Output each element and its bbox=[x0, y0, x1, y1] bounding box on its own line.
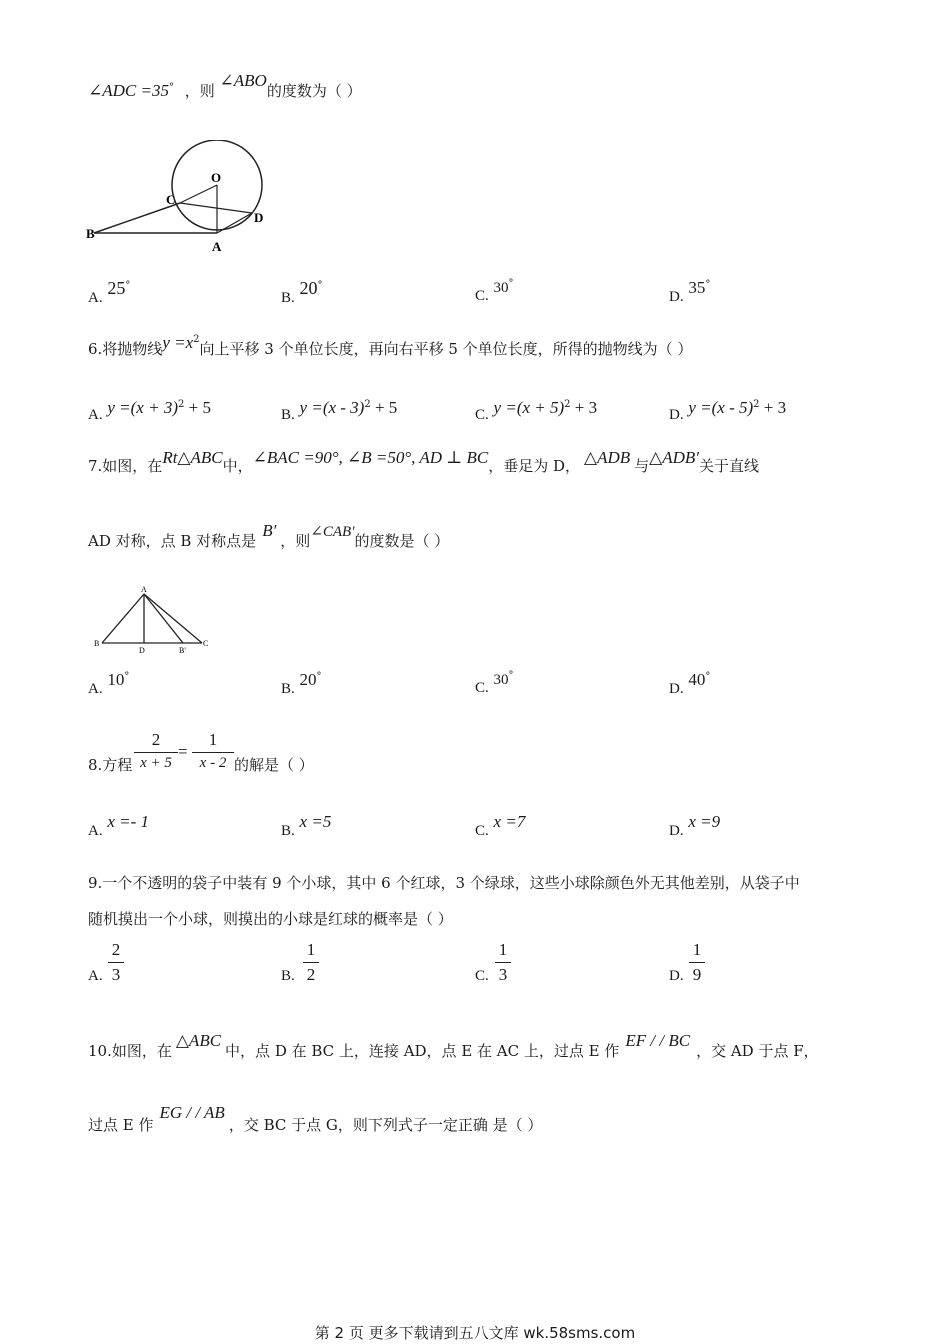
q7-option-b[interactable]: B. 20° bbox=[281, 670, 322, 697]
q8-option-b[interactable]: B. x =5 bbox=[281, 812, 332, 839]
q8-option-a[interactable]: A. x =- 1 bbox=[88, 812, 150, 839]
q10-stem-line2: 过点 E 作EG / / AB，交 BC 于点 G，则下列式子一定正确 是（ ） bbox=[88, 1103, 543, 1134]
q6-option-b[interactable]: B. y =(x - 3)$^2$ + 5 bbox=[281, 398, 398, 423]
q8-fraction-right: 1 x - 2 bbox=[192, 730, 234, 772]
q6-suffix: 向上平移 3 个单位长度，再向右平移 5 个单位长度，所得的抛物线为（ ） bbox=[199, 340, 693, 358]
q5-mid-text: ，则 bbox=[184, 82, 215, 100]
q5-line-ad bbox=[217, 213, 252, 233]
q7-label-d: D bbox=[139, 646, 145, 655]
q5-degree: ° bbox=[168, 82, 174, 93]
q5-label-b: B bbox=[86, 226, 95, 241]
q5-angle-adc: ∠ADC =35 bbox=[88, 81, 169, 100]
q6-option-c[interactable]: C. $y =(x + 5)^2 + 3$ bbox=[475, 398, 598, 423]
q5-stem bbox=[88, 71, 362, 101]
q10-stem-line1: 10.如图，在△ABC中，点 D 在 BC 上，连接 AD，点 E 在 AC 上，过点 E 作EF / / BC，交 AD 于点 F， bbox=[88, 1031, 819, 1060]
q7-stem-line2: AD 对称，点 B 对称点是B′，则∠CAB′的度数是（ ） bbox=[88, 521, 450, 550]
q5-line-cd bbox=[180, 203, 252, 213]
q8-equals: = bbox=[178, 742, 188, 761]
q7-line-ab2 bbox=[144, 594, 183, 643]
q6-prefix: 6.将抛物线 bbox=[88, 340, 163, 358]
q5-label-a: A bbox=[212, 239, 222, 254]
q7-line-ac bbox=[144, 594, 202, 643]
q7-stem-line1: 7.如图，在Rt△ABC中，∠BAC =90°, ∠B =50°, AD ⊥ BC，垂足为 D， △ADB 与△ADB′关于直线 bbox=[88, 448, 760, 475]
q7-label-a: A bbox=[141, 585, 147, 594]
q7-option-c[interactable]: C. 30° bbox=[475, 670, 514, 696]
q5-line-oc bbox=[180, 185, 217, 203]
q7-label-b-prime: B' bbox=[179, 646, 186, 655]
q5-figure bbox=[80, 140, 280, 260]
q9-stem-line1: 9.一个不透明的袋子中装有 9 个小球，其中 6 个红球，3 个绿球，这些小球除颜色外无其他差别，从袋子中 bbox=[88, 874, 800, 892]
q8-prefix: 8.方程 bbox=[88, 756, 133, 774]
q8-option-c[interactable]: C. x =7 bbox=[475, 812, 526, 839]
page-footer: 第 2 页 更多下载请到五八文库 wk.58sms.com bbox=[314, 1324, 636, 1342]
q5-option-b[interactable]: B. 20° bbox=[281, 278, 323, 306]
q8-suffix: 的解是（ ） bbox=[234, 756, 314, 774]
q7-line-ab bbox=[102, 594, 144, 643]
q5-option-c[interactable]: C. 30° bbox=[475, 278, 514, 304]
q5-label-o: O bbox=[211, 170, 222, 185]
q5-line-bc bbox=[94, 203, 180, 233]
q5-label-d: D bbox=[254, 210, 264, 225]
q6-formula: y =x bbox=[162, 333, 194, 352]
q8-fraction-left: 2 x + 5 bbox=[134, 730, 178, 772]
q7-label-b: B bbox=[94, 639, 100, 648]
q7-option-d[interactable]: D. 40° bbox=[669, 670, 711, 697]
q6-option-a[interactable]: A. $y =(x + 3)^2 + 5$ bbox=[88, 398, 211, 423]
q7-figure bbox=[88, 582, 218, 662]
q6-stem: 6.将抛物线$y =x^2$向上平移 3 个单位长度，再向右平移 5 个单位长度，所得的抛物线为（ ） bbox=[88, 333, 693, 358]
q7-label-c: C bbox=[203, 639, 209, 648]
q5-option-a[interactable]: A. 25° bbox=[88, 278, 131, 306]
q5-label-c: C bbox=[166, 192, 176, 207]
q5-tail-text: 的度数为（ ） bbox=[266, 82, 362, 100]
q8-option-d[interactable]: D. x =9 bbox=[669, 812, 721, 839]
q5-angle-abo: ∠ABO bbox=[219, 71, 267, 90]
q6-option-d[interactable]: D. y =(x - 5)$^2$ + 3 bbox=[669, 398, 787, 423]
q9-stem-line2: 随机摸出一个小球，则摸出的小球是红球的概率是（ ） bbox=[88, 910, 453, 928]
q7-option-a[interactable]: A. 10° bbox=[88, 670, 130, 697]
q5-option-d[interactable]: D. 35° bbox=[669, 278, 711, 305]
